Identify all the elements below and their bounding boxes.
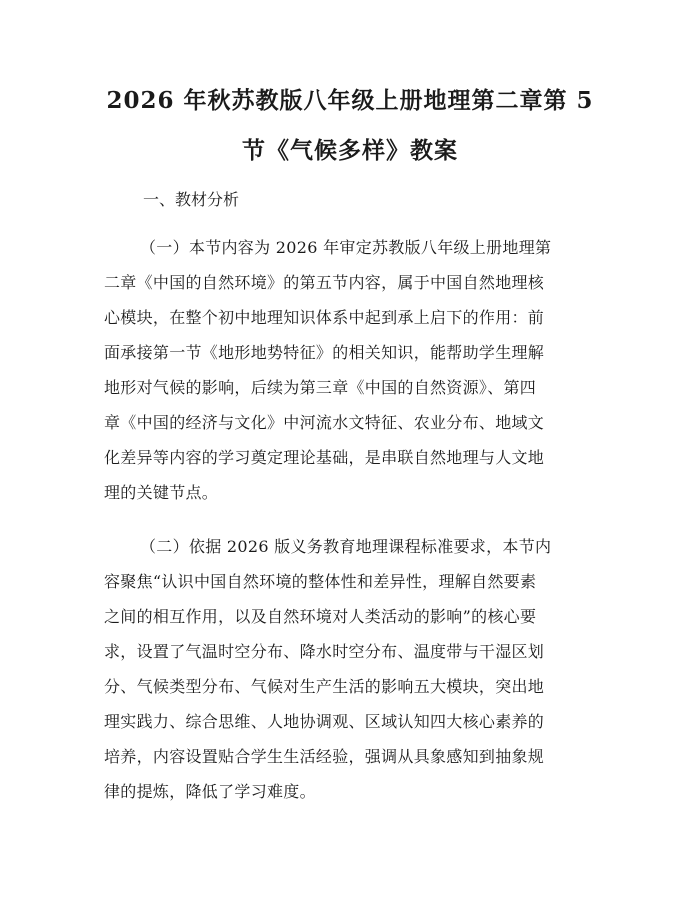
paragraph-1-line-4: 面承接第一节《地形地势特征》的相关知识，能帮助学生理解 (104, 343, 545, 362)
paragraph-2-line-3: 之间的相互作用，以及自然环境对人类活动的影响”的核心要 (104, 607, 537, 626)
paragraph-2-line-7: 培养，内容设置贴合学生生活经验，强调从具象感知到抽象规 (104, 747, 545, 766)
paragraph-2-line-4: 求，设置了气温时空分布、降水时空分布、温度带与干湿区划 (104, 642, 545, 661)
paragraph-2-line-2: 容聚焦“认识中国自然环境的整体性和差异性，理解自然要素 (104, 572, 537, 591)
section-heading: 一、教材分析 (143, 190, 240, 209)
paragraph-1-line-1: （一）本节内容为 2026 年审定苏教版八年级上册地理第 (140, 238, 552, 257)
paragraph-1-line-6: 章《中国的经济与文化》中河流水文特征、农业分布、地域文 (104, 413, 545, 432)
paragraph-1-line-7: 化差异等内容的学习奠定理论基础，是串联自然地理与人文地 (104, 448, 545, 467)
document-title-line-2: 节《气候多样》教案 (242, 137, 458, 164)
paragraph-1-line-8: 理的关键节点。 (104, 483, 219, 502)
paragraph-2-line-5: 分、气候类型分布、气候对生产生活的影响五大模块，突出地 (104, 677, 545, 696)
document-title-line-1: 2026 年秋苏教版八年级上册地理第二章第 5 (106, 87, 594, 114)
paragraph-1-line-3: 心模块，在整个初中地理知识体系中起到承上启下的作用：前 (104, 308, 545, 327)
paragraph-1-line-5: 地形对气候的影响，后续为第三章《中国的自然资源》、第四 (104, 378, 537, 397)
paragraph-1-line-2: 二章《中国的自然环境》的第五节内容，属于中国自然地理核 (104, 273, 545, 292)
paragraph-2-line-1: （二）依据 2026 版义务教育地理课程标准要求，本节内 (140, 537, 552, 556)
paragraph-2-line-6: 理实践力、综合思维、人地协调观、区域认知四大核心素养的 (104, 712, 545, 731)
paragraph-2-line-8: 律的提炼，降低了学习难度。 (104, 782, 316, 801)
